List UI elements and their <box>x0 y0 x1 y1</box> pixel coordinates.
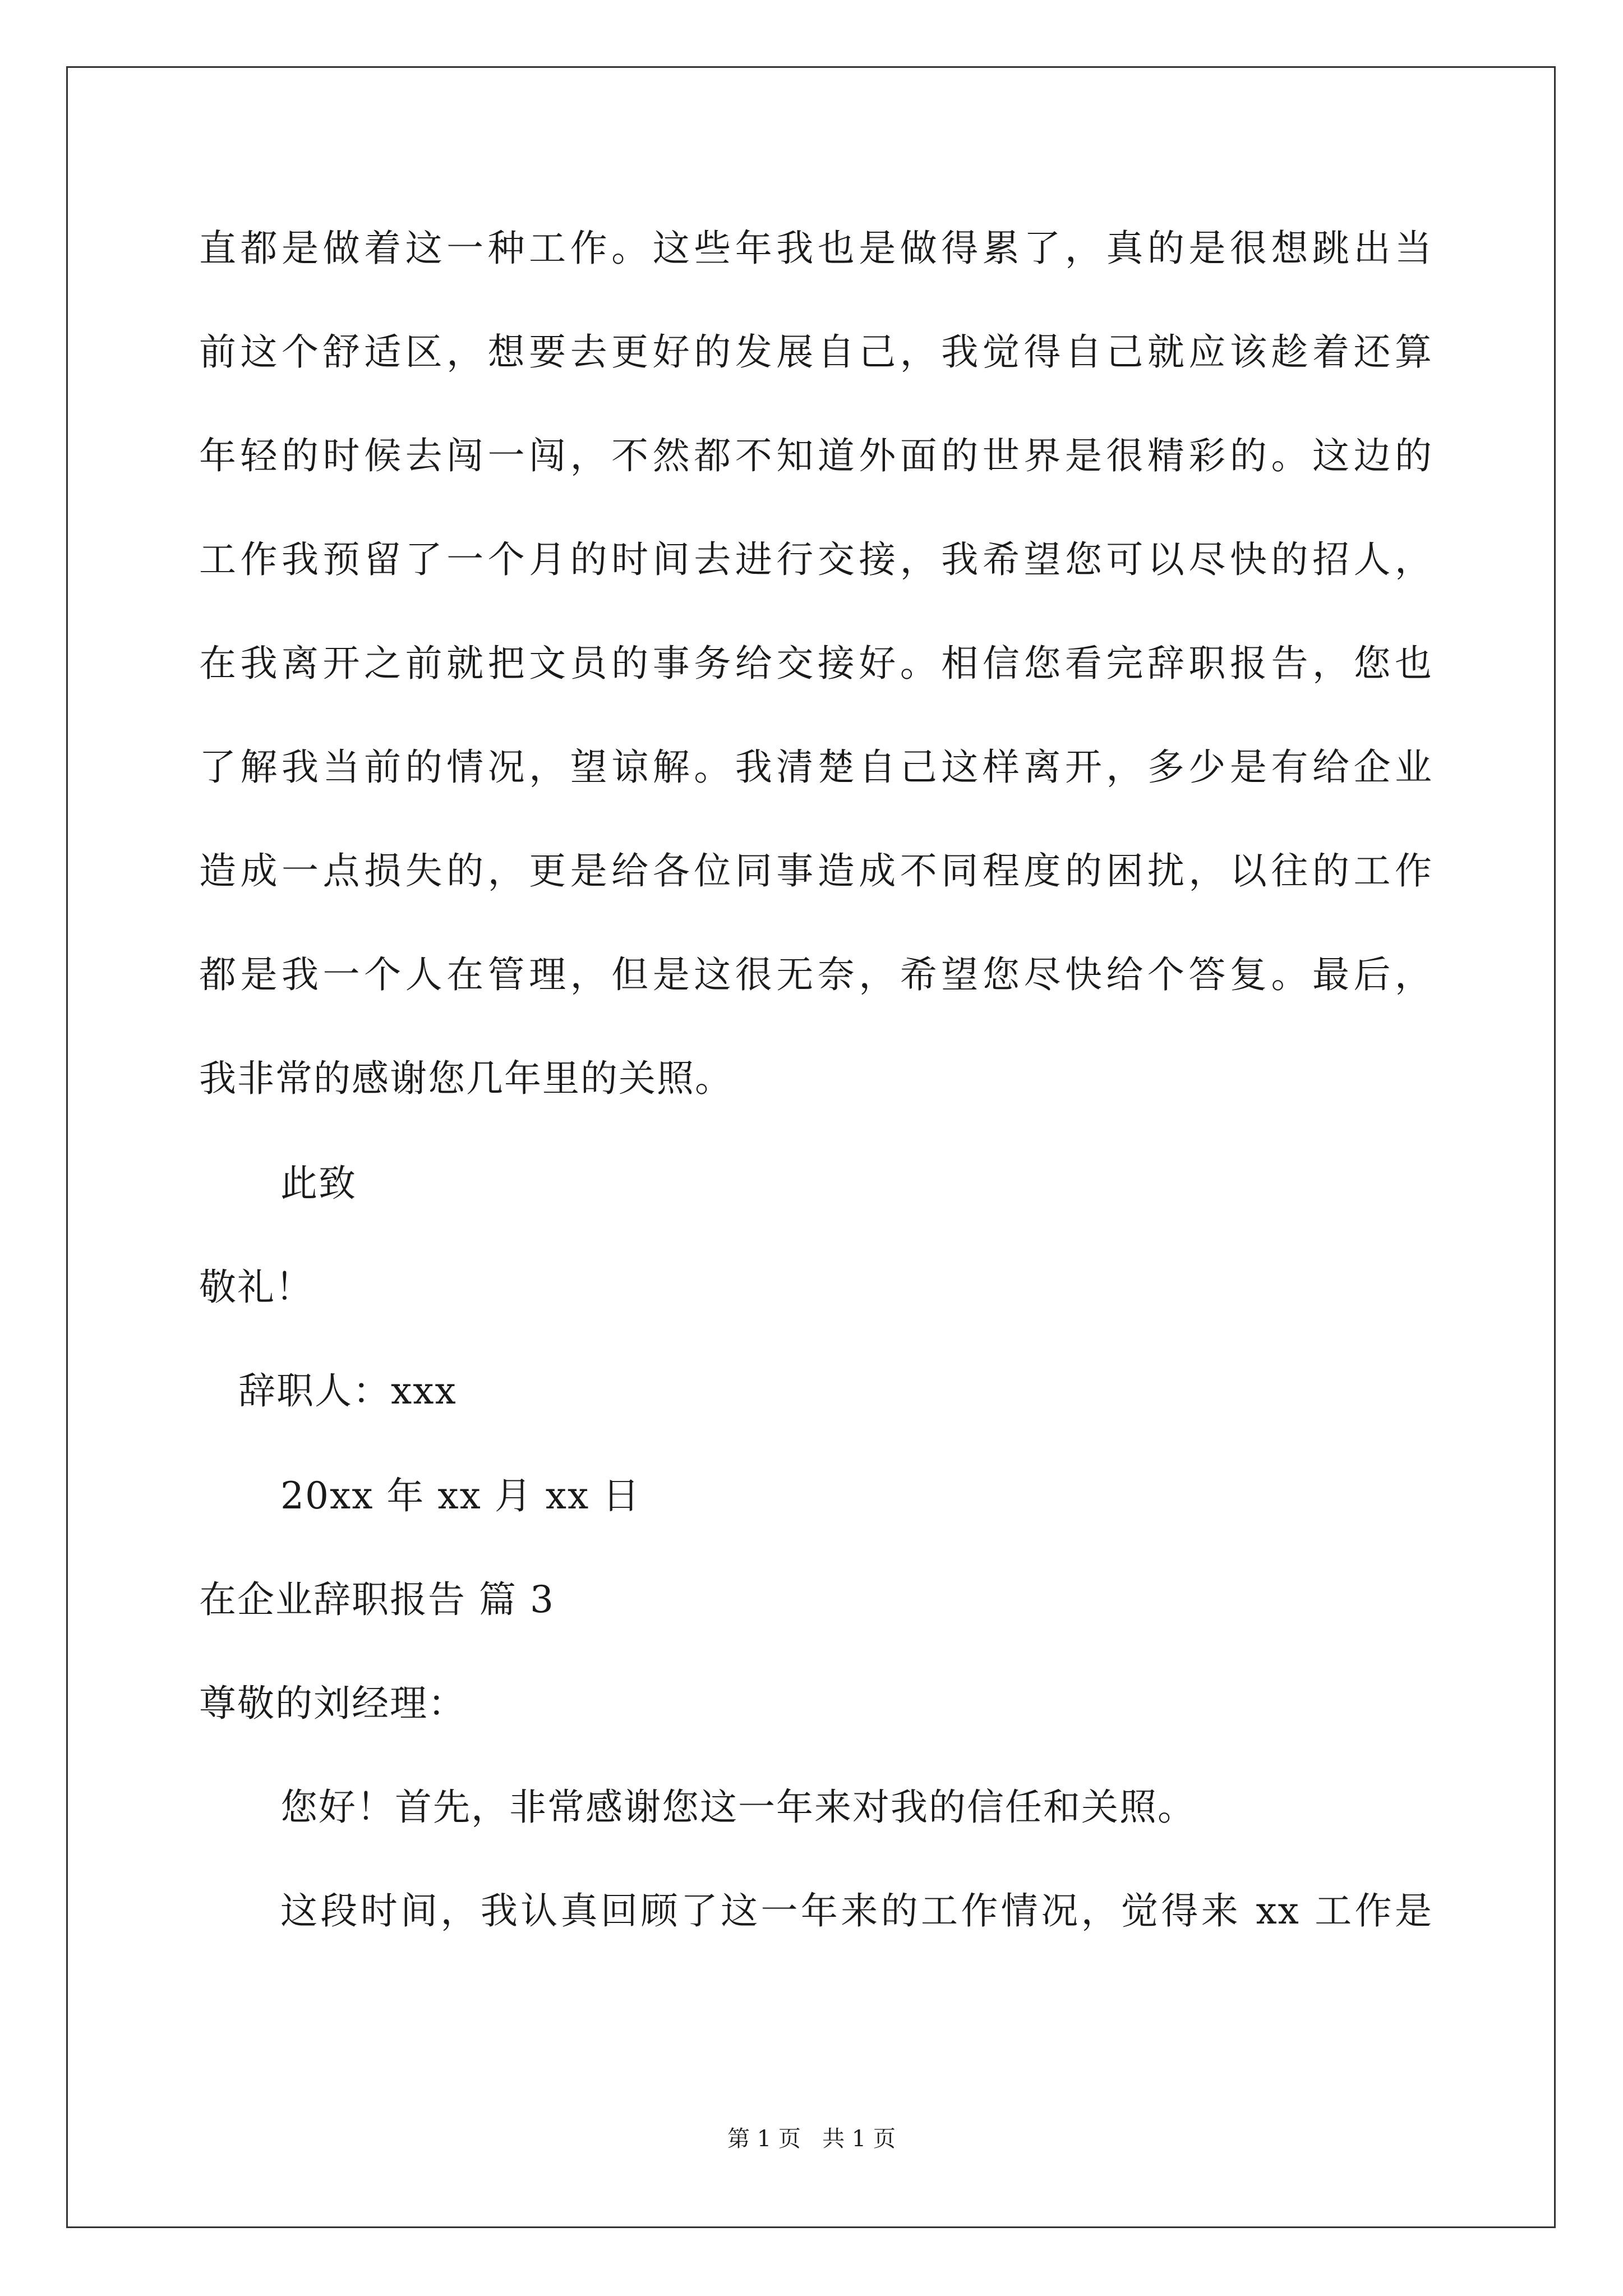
paragraph-line: 您好！首先，非常感谢您这一年来对我的信任和关照。 <box>280 1786 1196 1829</box>
page-number-footer: 第 1 页 共 1 页 <box>727 2126 896 2152</box>
paragraph-line: 直都是做着这一种工作。这些年我也是做得累了，真的是很想跳出当 <box>199 227 1433 270</box>
date-line: 20xx 年 xx 月 xx 日 <box>280 1474 641 1517</box>
closing-greeting: 此致 <box>280 1162 357 1205</box>
section-heading: 在企业辞职报告 篇 3 <box>199 1578 555 1621</box>
paragraph-line: 都是我一个人在管理，但是这很无奈，希望您尽快给个答复。最后， <box>199 953 1433 996</box>
signer-line: 辞职人：xxx <box>238 1369 457 1412</box>
paragraph-line: 年轻的时候去闯一闯，不然都不知道外面的世界是很精彩的。这边的 <box>199 434 1433 477</box>
paragraph-line: 在我离开之前就把文员的事务给交接好。相信您看完辞职报告，您也 <box>199 642 1433 685</box>
paragraph-line: 我非常的感谢您几年里的关照。 <box>199 1057 733 1100</box>
paragraph-line: 造成一点损失的，更是给各位同事造成不同程度的困扰，以往的工作 <box>199 849 1433 892</box>
paragraph-line: 了解我当前的情况，望谅解。我清楚自己这样离开，多少是有给企业 <box>199 746 1433 789</box>
paragraph-line: 前这个舒适区，想要去更好的发展自己，我觉得自己就应该趁着还算 <box>199 330 1433 374</box>
paragraph-line: 工作我预留了一个月的时间去进行交接，我希望您可以尽快的招人， <box>199 538 1433 581</box>
paragraph-line: 这段时间，我认真回顾了这一年来的工作情况，觉得来 xx 工作是 <box>280 1889 1433 1932</box>
salutation: 尊敬的刘经理： <box>199 1682 466 1725</box>
closing-salute: 敬礼！ <box>199 1266 313 1309</box>
